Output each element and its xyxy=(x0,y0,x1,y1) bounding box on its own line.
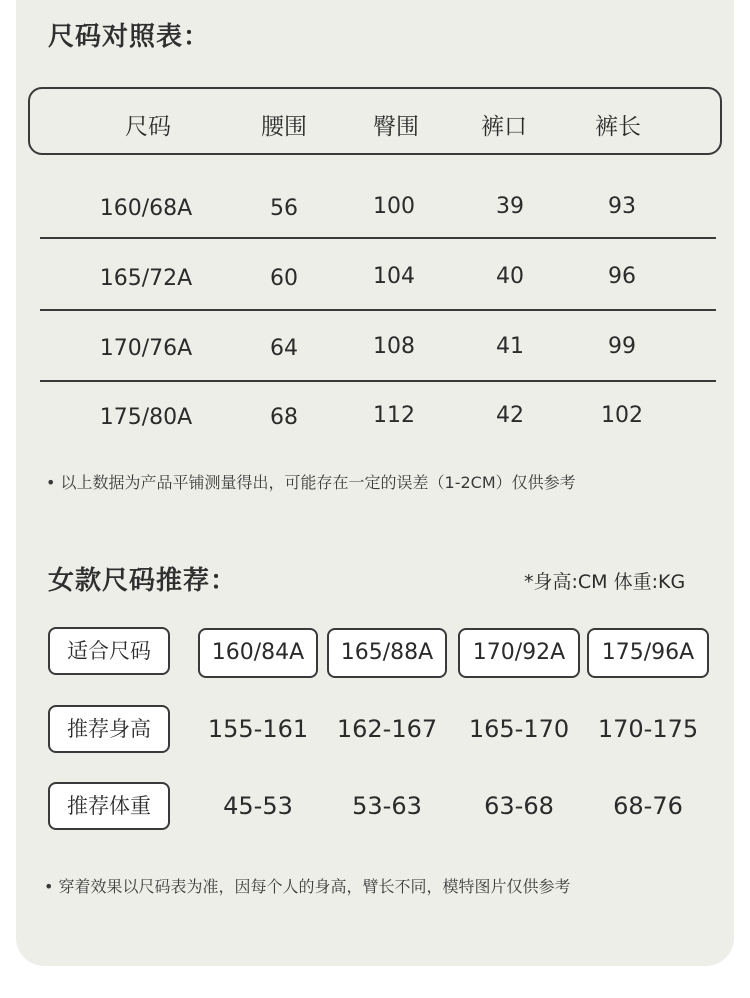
table-cell: 108 xyxy=(373,334,415,359)
table-cell: 42 xyxy=(496,403,524,428)
size-chart-title: 尺码对照表： xyxy=(48,22,211,52)
height-value: 165-170 xyxy=(468,715,570,743)
recommend-title: 女款尺码推荐： xyxy=(48,566,238,596)
table-cell: 102 xyxy=(601,403,643,428)
table-cell: 96 xyxy=(608,264,636,289)
table-cell: 60 xyxy=(270,266,298,291)
header-size: 尺码 xyxy=(125,114,171,140)
table-cell: 99 xyxy=(608,334,636,359)
table-cell: 170/76A xyxy=(99,336,193,361)
height-value: 170-175 xyxy=(597,715,699,743)
size-option: 175/96A xyxy=(587,628,709,678)
table-cell: 64 xyxy=(270,336,298,361)
table-cell: 93 xyxy=(608,194,636,219)
table-cell: 41 xyxy=(496,334,524,359)
table-cell: 68 xyxy=(270,405,298,430)
height-value: 155-161 xyxy=(207,715,309,743)
size-chart-note: • 以上数据为产品平铺测量得出，可能存在一定的误差（1-2CM）仅供参考 xyxy=(46,473,576,492)
weight-value: 53-63 xyxy=(352,792,422,820)
table-cell: 56 xyxy=(270,196,298,221)
row-divider xyxy=(40,237,716,239)
row-divider xyxy=(40,380,716,382)
size-option: 165/88A xyxy=(327,628,447,678)
unit-note: *身高:CM 体重:KG xyxy=(524,571,686,593)
weight-value: 63-68 xyxy=(484,792,554,820)
weight-value: 68-76 xyxy=(613,792,683,820)
size-option: 160/84A xyxy=(198,628,318,678)
table-cell: 112 xyxy=(373,403,415,428)
header-waist: 腰围 xyxy=(261,114,307,140)
table-cell: 160/68A xyxy=(99,196,193,221)
weight-value: 45-53 xyxy=(223,792,293,820)
table-cell: 100 xyxy=(373,194,415,219)
label-recommend-height: 推荐身高 xyxy=(48,705,170,753)
table-cell: 165/72A xyxy=(99,266,193,291)
table-cell: 39 xyxy=(496,194,524,219)
header-hem: 裤口 xyxy=(481,114,527,140)
table-cell: 175/80A xyxy=(99,405,193,430)
size-option: 170/92A xyxy=(458,628,580,678)
table-cell: 40 xyxy=(496,264,524,289)
header-hip: 臀围 xyxy=(373,114,419,140)
header-length: 裤长 xyxy=(595,114,641,140)
height-value: 162-167 xyxy=(336,715,438,743)
label-recommend-weight: 推荐体重 xyxy=(48,782,170,830)
label-fit-size: 适合尺码 xyxy=(48,627,170,675)
recommend-note: • 穿着效果以尺码表为准，因每个人的身高，臂长不同，模特图片仅供参考 xyxy=(44,877,571,896)
table-cell: 104 xyxy=(373,264,415,289)
row-divider xyxy=(40,309,716,311)
